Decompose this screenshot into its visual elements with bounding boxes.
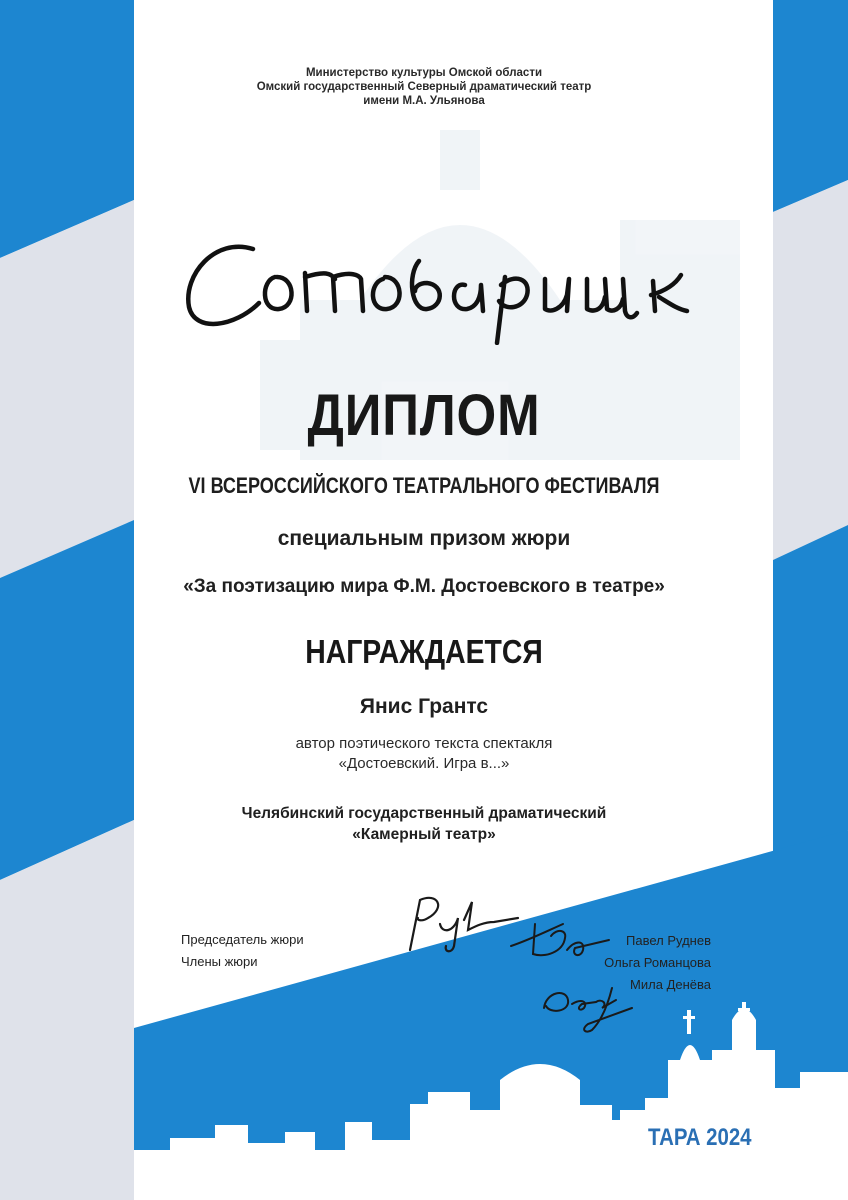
- jury-member-name: Мила Денёва: [630, 977, 711, 992]
- recipient-description: [0, 734, 848, 774]
- jury-chair-name: Павел Руднев: [626, 933, 711, 948]
- organizer-line: Омский государственный Северный драматический театр: [256, 81, 592, 93]
- gray-band-right-1: [773, 180, 848, 560]
- prize-text: специальным призом жюри: [277, 527, 571, 550]
- organizer-header: [0, 66, 848, 108]
- jury-member-name: Ольга Романцова: [604, 955, 711, 970]
- organizer-line: Министерство культуры Омской области: [305, 67, 543, 79]
- nomination-text: «За поэтизацию мира Ф.М. Достоевского в театре»: [183, 576, 665, 597]
- description-line: «Достоевский. Игра в...»: [338, 755, 510, 772]
- gray-band-left-3: [0, 820, 134, 1200]
- organization-line: «Камерный театр»: [352, 826, 496, 843]
- handwritten-title-logo: [175, 215, 695, 345]
- member-signature-1: [505, 910, 625, 970]
- jury-chair-label: Председатель жюри: [181, 932, 304, 947]
- recipient-name: Янис Грантс: [359, 695, 489, 718]
- festival-name: VI ВСЕРОССИЙСКОГО ТЕАТРАЛЬНОГО ФЕСТИВАЛЯ: [188, 473, 660, 498]
- member-signature-2: [536, 968, 646, 1038]
- organization-line: Челябинский государственный драматический: [241, 805, 607, 822]
- city-year-label: ТАРА 2024: [648, 1124, 752, 1151]
- description-line: автор поэтического текста спектакля: [295, 735, 553, 752]
- diploma-title: ДИПЛОМ: [307, 383, 541, 448]
- recipient-organization: [0, 803, 848, 845]
- organizer-line: имени М.А. Ульянова: [363, 95, 485, 107]
- awarded-heading: НАГРАЖДАЕТСЯ: [305, 633, 543, 670]
- jury-members-label: Члены жюри: [181, 954, 258, 969]
